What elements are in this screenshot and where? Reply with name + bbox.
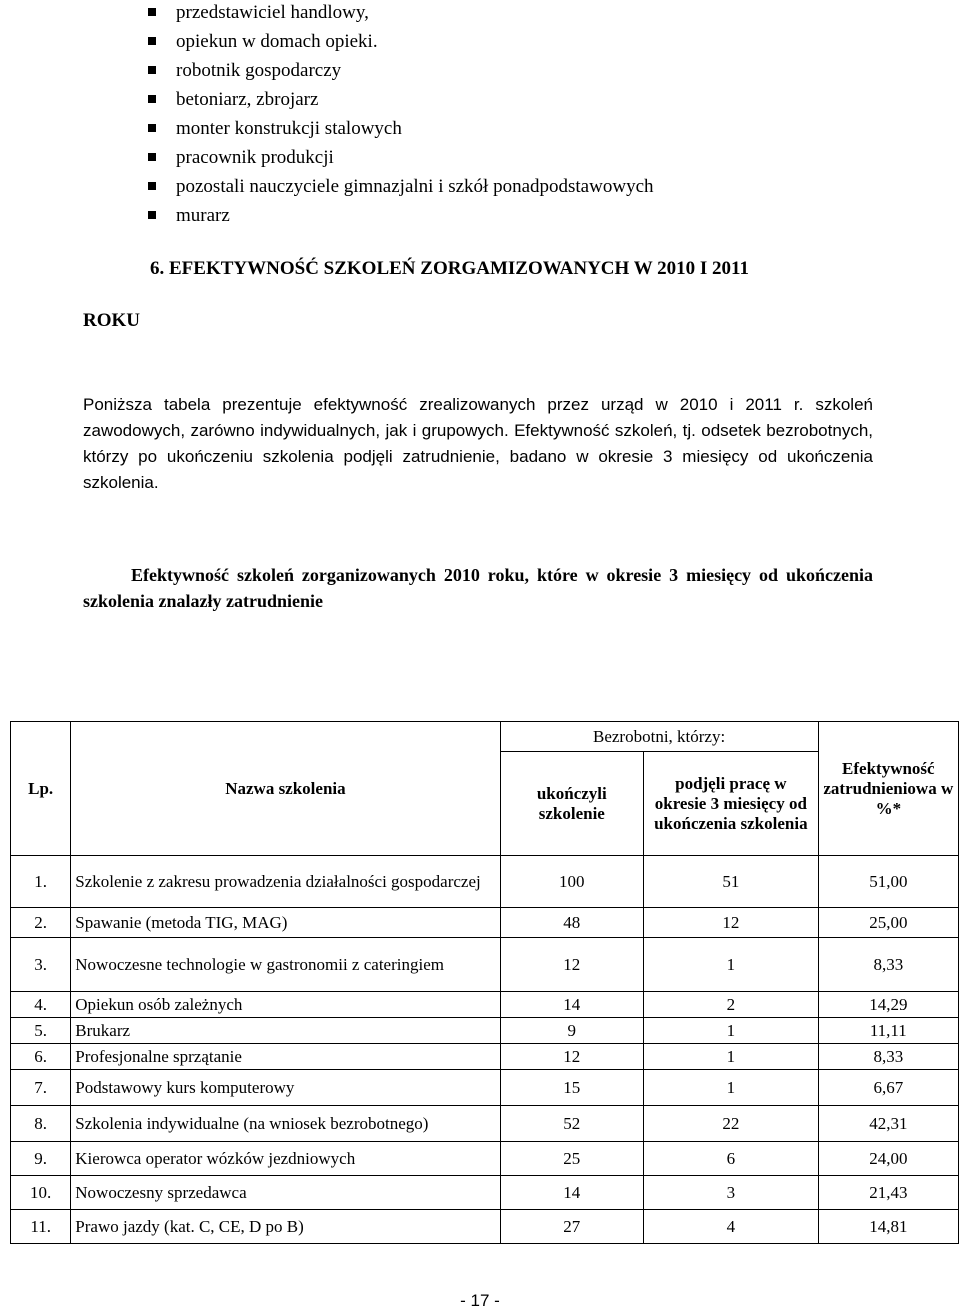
cell-employed: 51 — [644, 856, 819, 908]
cell-lp: 2. — [11, 908, 71, 938]
table-row — [11, 1176, 959, 1210]
cell-effectiveness: 51,00 — [818, 856, 958, 908]
list-item: betoniarz, zbrojarz — [148, 87, 654, 116]
cell-name: Szkolenie z zakresu prowadzenia działalności gospodarczej — [71, 856, 500, 908]
cell-lp: 10. — [11, 1176, 71, 1210]
square-bullet-icon — [148, 37, 156, 45]
cell-completed: 27 — [500, 1210, 643, 1244]
intro-paragraph: Poniższa tabela prezentuje efektywność zrealizowanych przez urząd w 2010 i 2011 r. szkoleń zawodowych, zarówno indywidualnych, jak i grupowych. Efektywność szkoleń, tj. odsetek bezrobotnych, którzy po ukończeniu szkolenia podjęli zatrudnienie, badano w okresie 3 miesięcy od ukończenia szkolenia. — [83, 395, 873, 492]
bullet-list — [148, 0, 654, 232]
cell-lp: 6. — [11, 1044, 71, 1070]
section-heading: 6. EFEKTYWNOŚĆ SZKOLEŃ ZORGAMIZOWANYCH W 2010 I 2011 — [150, 258, 749, 279]
cell-lp: 1. — [11, 856, 71, 908]
cell-lp: 4. — [11, 992, 71, 1018]
list-item: opiekun w domach opieki. — [148, 29, 654, 58]
cell-effectiveness: 25,00 — [818, 908, 958, 938]
cell-completed: 25 — [500, 1142, 643, 1176]
effectiveness-table — [10, 721, 959, 1244]
square-bullet-icon — [148, 95, 156, 103]
table-caption: Efektywność szkoleń zorganizowanych 2010 roku, które w okresie 3 miesięcy od ukończenia szkolenia znalazły zatrudnienie — [83, 565, 873, 611]
cell-completed: 12 — [500, 938, 643, 992]
list-item: murarz — [148, 203, 654, 232]
square-bullet-icon — [148, 182, 156, 190]
square-bullet-icon — [148, 153, 156, 161]
cell-employed: 6 — [644, 1142, 819, 1176]
header-employed: podjęli pracę w okresie 3 miesięcy od ukończenia szkolenia — [644, 752, 819, 856]
cell-name: Nowoczesne technologie w gastronomii z cateringiem — [71, 938, 500, 992]
table-header-row — [11, 722, 959, 752]
cell-effectiveness: 8,33 — [818, 938, 958, 992]
cell-employed: 2 — [644, 992, 819, 1018]
list-item: robotnik gospodarczy — [148, 58, 654, 87]
table-row — [11, 1044, 959, 1070]
cell-lp: 3. — [11, 938, 71, 992]
header-completed: ukończyli szkolenie — [500, 752, 643, 856]
table-row — [11, 938, 959, 992]
cell-name: Profesjonalne sprzątanie — [71, 1044, 500, 1070]
table-row — [11, 1070, 959, 1106]
table-body — [11, 856, 959, 1244]
table-row — [11, 1142, 959, 1176]
cell-effectiveness: 8,33 — [818, 1044, 958, 1070]
cell-employed: 1 — [644, 938, 819, 992]
header-group: Bezrobotni, którzy: — [500, 722, 818, 752]
table-row — [11, 856, 959, 908]
list-item: przedstawiciel handlowy, — [148, 0, 654, 29]
table-row — [11, 908, 959, 938]
cell-name: Opiekun osób zależnych — [71, 992, 500, 1018]
table-row — [11, 1018, 959, 1044]
cell-employed: 4 — [644, 1210, 819, 1244]
cell-effectiveness: 14,81 — [818, 1210, 958, 1244]
cell-name: Nowoczesny sprzedawca — [71, 1176, 500, 1210]
list-item: pozostali nauczyciele gimnazjalni i szkół ponadpodstawowych — [148, 174, 654, 203]
cell-completed: 52 — [500, 1106, 643, 1142]
cell-lp: 7. — [11, 1070, 71, 1106]
square-bullet-icon — [148, 8, 156, 16]
cell-employed: 22 — [644, 1106, 819, 1142]
header-effectiveness: Efektywność zatrudnieniowa w %* — [818, 722, 958, 856]
list-item: monter konstrukcji stalowych — [148, 116, 654, 145]
cell-completed: 14 — [500, 1176, 643, 1210]
cell-employed: 3 — [644, 1176, 819, 1210]
table-row — [11, 1210, 959, 1244]
cell-name: Brukarz — [71, 1018, 500, 1044]
cell-name: Kierowca operator wózków jezdniowych — [71, 1142, 500, 1176]
cell-effectiveness: 42,31 — [818, 1106, 958, 1142]
cell-employed: 12 — [644, 908, 819, 938]
list-item: pracownik produkcji — [148, 145, 654, 174]
cell-lp: 8. — [11, 1106, 71, 1142]
square-bullet-icon — [148, 66, 156, 74]
square-bullet-icon — [148, 124, 156, 132]
cell-employed: 1 — [644, 1044, 819, 1070]
cell-completed: 100 — [500, 856, 643, 908]
cell-name: Szkolenia indywidualne (na wniosek bezrobotnego) — [71, 1106, 500, 1142]
cell-employed: 1 — [644, 1018, 819, 1044]
cell-name: Podstawowy kurs komputerowy — [71, 1070, 500, 1106]
cell-effectiveness: 14,29 — [818, 992, 958, 1018]
cell-completed: 15 — [500, 1070, 643, 1106]
cell-completed: 48 — [500, 908, 643, 938]
cell-effectiveness: 24,00 — [818, 1142, 958, 1176]
cell-name: Prawo jazdy (kat. C, CE, D po B) — [71, 1210, 500, 1244]
table-row — [11, 1106, 959, 1142]
cell-completed: 12 — [500, 1044, 643, 1070]
cell-completed: 14 — [500, 992, 643, 1018]
cell-lp: 11. — [11, 1210, 71, 1244]
cell-lp: 5. — [11, 1018, 71, 1044]
page-number: - 17 - — [460, 1291, 500, 1310]
square-bullet-icon — [148, 211, 156, 219]
cell-effectiveness: 11,11 — [818, 1018, 958, 1044]
cell-name: Spawanie (metoda TIG, MAG) — [71, 908, 500, 938]
cell-completed: 9 — [500, 1018, 643, 1044]
cell-effectiveness: 6,67 — [818, 1070, 958, 1106]
cell-employed: 1 — [644, 1070, 819, 1106]
cell-effectiveness: 21,43 — [818, 1176, 958, 1210]
cell-lp: 9. — [11, 1142, 71, 1176]
table-row — [11, 992, 959, 1018]
header-name: Nazwa szkolenia — [71, 722, 500, 856]
section-heading-continuation: ROKU — [83, 310, 140, 331]
header-lp: Lp. — [11, 722, 71, 856]
